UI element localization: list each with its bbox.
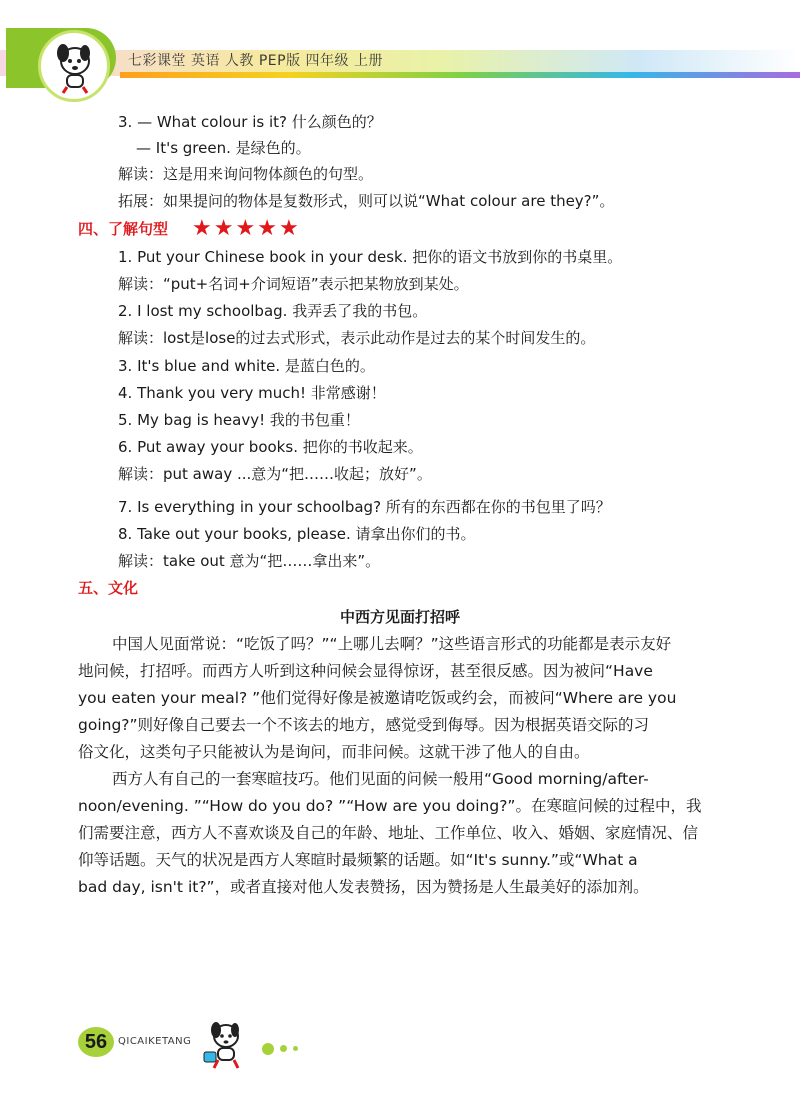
- text-line: 7. Is everything in your schoolbag? 所有的东西都在你的书包里了吗？: [118, 498, 611, 516]
- decor-dot: [280, 1045, 287, 1052]
- star-icon: ★: [192, 216, 212, 241]
- culture-title: 中西方见面打招呼: [339, 608, 460, 626]
- text-line: 解读：put away ...意为“把……收起；放好”。: [118, 465, 432, 483]
- text-line: 解读：take out 意为“把……拿出来”。: [118, 552, 381, 570]
- star-icon: ★: [257, 216, 277, 241]
- decor-dot: [293, 1046, 298, 1051]
- text-line: 2. I lost my schoolbag. 我弄丢了我的书包。: [118, 302, 428, 320]
- paragraph-line: going?”则好像自己要去一个不该去的地方，感觉受到侮辱。因为根据英语交际的习: [78, 716, 650, 734]
- text-line: 3. — What colour is it? 什么颜色的？: [118, 113, 382, 131]
- text-line: — It's green. 是绿色的。: [136, 139, 311, 157]
- decor-dot: [262, 1043, 274, 1055]
- section-heading-four: 四、了解句型: [78, 220, 169, 238]
- paragraph-line: you eaten your meal? ”他们觉得好像是被邀请吃饭或约会，而被问“Where are you: [78, 689, 677, 707]
- difficulty-stars: [192, 218, 301, 240]
- text-line: 解读：这是用来询问物体颜色的句型。: [118, 165, 374, 183]
- page-number: 56: [78, 1027, 114, 1057]
- star-icon: ★: [278, 216, 299, 241]
- paragraph-line: 地问候，打招呼。而西方人听到这种问候会显得惊讶，甚至很反感。因为被问“Have: [78, 662, 653, 680]
- star-icon: ★: [235, 216, 256, 241]
- cartoon-dog-icon: [45, 37, 103, 95]
- paragraph-line: 们需要注意，西方人不喜欢谈及自己的年龄、地址、工作单位、收入、婚姻、家庭情况、信: [78, 824, 699, 842]
- text-line: 解读：“put+名词+介词短语”表示把某物放到某处。: [118, 275, 469, 293]
- text-line: 拓展：如果提问的物体是复数形式，则可以说“What colour are they?”。: [118, 192, 615, 210]
- text-line: 4. Thank you very much! 非常感谢！: [118, 384, 386, 402]
- page-header: [0, 0, 800, 100]
- text-line: 8. Take out your books, please. 请拿出你们的书。: [118, 525, 476, 543]
- footer-dots: [262, 1038, 304, 1057]
- header-title: 七彩课堂 英语 人教 PEP版 四年级 上册: [128, 53, 383, 69]
- paragraph-line: 中国人见面常说：“吃饭了吗？”“上哪儿去啊？”这些语言形式的功能都是表示友好: [112, 635, 672, 653]
- header-rainbow-bar: [120, 72, 800, 78]
- header-logo: [38, 30, 110, 102]
- paragraph-line: 仰等话题。天气的状况是西方人寒暄时最频繁的话题。如“It's sunny.”或“What a: [78, 851, 638, 869]
- footer-brand: QICAIKETANG: [118, 1036, 192, 1047]
- paragraph-line: 西方人有自己的一套寒暄技巧。他们见面的问候一般用“Good morning/after-: [112, 770, 649, 788]
- paragraph-line: bad day, isn't it?”，或者直接对他人发表赞扬，因为赞扬是人生最美好的添加剂。: [78, 878, 649, 896]
- text-line: 6. Put away your books. 把你的书收起来。: [118, 438, 423, 456]
- paragraph-line: 俗文化，这类句子只能被认为是询问，而非问候。这就干涉了他人的自由。: [78, 743, 590, 761]
- star-icon: ★: [213, 216, 234, 241]
- text-line: 1. Put your Chinese book in your desk. 把你的语文书放到你的书桌里。: [118, 248, 623, 266]
- cartoon-dog-icon: [198, 1018, 252, 1076]
- text-line: 3. It's blue and white. 是蓝白色的。: [118, 357, 375, 375]
- section-heading-five: 五、文化: [78, 579, 139, 597]
- text-line: 5. My bag is heavy! 我的书包重！: [118, 411, 360, 429]
- paragraph-line: noon/evening. ”“How do you do? ”“How are you doing?”。在寒暄问候的过程中，我: [78, 797, 702, 815]
- text-line: 解读：lost是lose的过去式形式，表示此动作是过去的某个时间发生的。: [118, 329, 596, 347]
